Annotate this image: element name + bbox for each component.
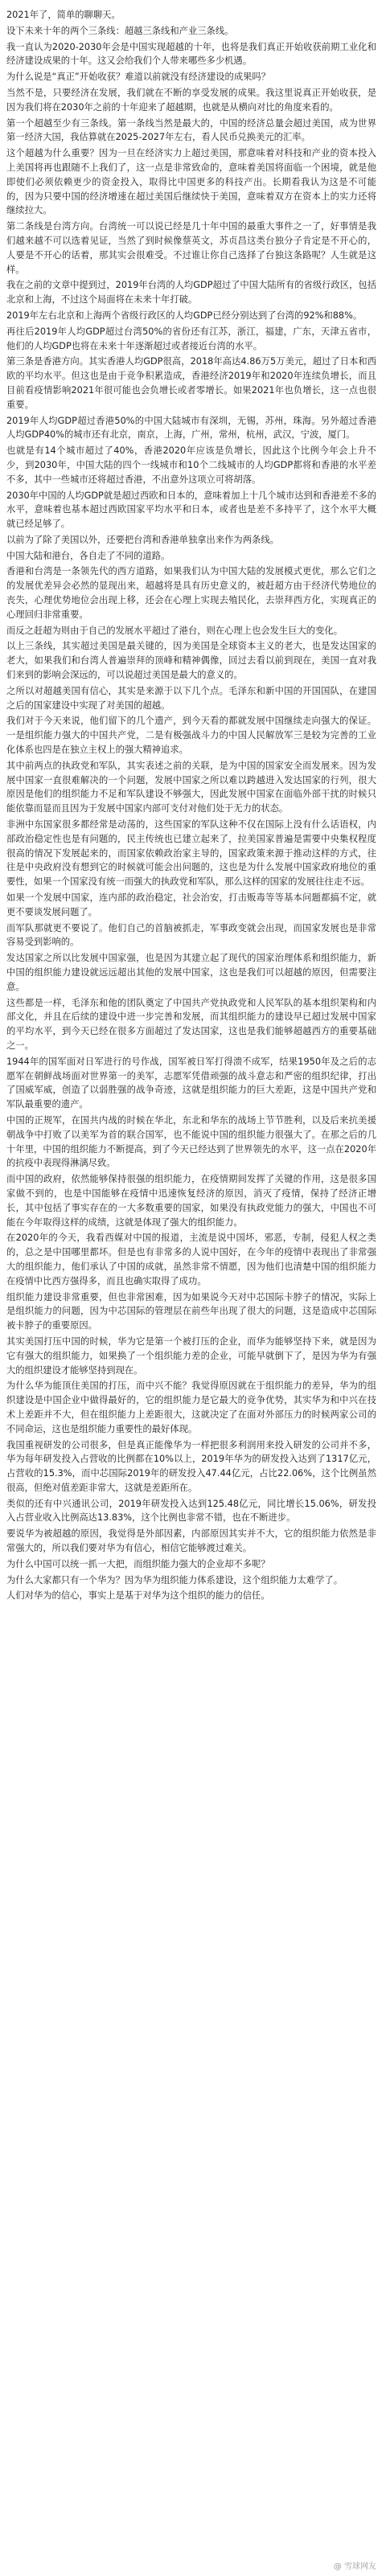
paragraph: 如果一个发展中国家，连内部的政治稳定，社会治安，打击贩毒等等基本问题都搞不定，就更不要谈发展问题了。 xyxy=(6,892,376,917)
paragraph: 我国重视研发的公司很多，但是真正能像华为一样把很多利润用来投入研发的公司并不多，华为每年研发投入占营收的比例都在10%以上，2019年华为的研发投入达到了1317亿元，占营收的15.3%，而中芯国际2019年的研发投入47.44亿元，占比22.06%，这个比例虽然很高，但绝对值差距非常大，这就是差距所在。 xyxy=(6,1439,376,1493)
paragraph: 类似的还有中兴通讯公司，2019年研发投入达到125.48亿元，同比增长15.06%，研发投入占营业收入比例高达13.83%，这个比例也非常不错，也在不断进步。 xyxy=(6,1498,376,1524)
paragraph: 发达国家之所以比发展中国家强，也是因为其建立起了现代的国家治理体系和组织能力，新中国的组织能力建设就远远超出其他的发展中国家，这也是我们可以超越的原因，但需要注意。 xyxy=(6,953,376,992)
paragraph: 为什么华为能顶住美国的打压，而中兴不能？我觉得原因就在于组织能力的差异，华为的组织建设是中国企业中做得最好的，它的组织能力是它最大的竞争优势，其实华为和中兴在技术上差距并不大，但在组织能力上差距很大，这就决定了在面对外部压力的时候两家公司的不同命运，这也是组织能力重要性的最好体现。 xyxy=(6,1380,376,1434)
paragraph: 非洲中东国家很多都经常是动荡的，这些国家的军队这种不仅在国际上没有什么话语权，内部政治稳定性也是有问题的，民主传统也已建立起来了，拉美国家普遍是需要中央集权程度很高的情况下发展起来的，而国家依赖政治家主导的，国家政策来源于推动这样的方式，往往是中央政府没有想到它的时候就可能会出问题的，这也是为什么发展中国家政府地位的重要性，如果一个国家没有统一而强大的执政党和军队，那么这样的国家的发展往往走不远。 xyxy=(6,819,376,888)
paragraph: 第二条线是台湾方向。台湾统一可以说已经是几十年中国的最重大事件之一了，好事情是我们越来越不可以选着见证，当然了到时候像蔡英文，苏贞昌这类台独分子肯定是不开心的，人要是不开心的话着，那其实会很难受。不过谁让你自己选择了台独这条路呢？人生就是这样。 xyxy=(6,221,376,275)
paragraph: 设下未来十年的两个三条线：超越三条线和产业三条线。 xyxy=(6,25,234,36)
paragraph: 当然不是，只要经济在发展，我们就在不断的享受发展的成果。我这里说真正开始收获，是因为我们将在2030年之前的十年迎来了超越期，也就是从横向对比的角度来看的。 xyxy=(6,87,376,113)
paragraph: 1944年的国军面对日军进行的号作战，国军被日军打得溃不成军，结果1950年及之后的志愿军在朝鲜战场面对世界第一的美军，志愿军凭借顽强的战斗意志和严密的组织纪律，打出了国威军威，创造了以弱胜强的战争奇迹，这就是组织能力的巨大差距，这是中国共产党和军队最重要的遗产。 xyxy=(6,1056,376,1110)
paragraph: 也就是有14个城市超过了40%，香港2020年应该是负增长，因此这个比例今年会上升不少，到2030年，中国大陆的四个一线城市和10个二线城市的人均GDP都将和香港的水平差不多，其中一些城市还将超过香港，不出意外这项立可将胡落。 xyxy=(6,445,376,485)
paragraph: 而军队那就更不要说了。他们自己的首脑被抓走，军事政变就会出现，而国家发展也是非常容易受到影响的。 xyxy=(6,922,376,948)
paragraph: 而反之赶超为则由于自己的发展水平超过了港台，则在心理上也会发生巨大的变化。 xyxy=(6,625,343,636)
watermark: @ 雪球网友 xyxy=(333,2562,376,2571)
paragraph: 这些都是一样，毛泽东和他的团队奠定了中国共产党执政党和人民军队的基本组织架构和内部文化，并且在后续的建设中进一步完善和发展，而其组织能力的建设早已超过发展中国家的平均水平，到今天已经在很多方面超过了发达国家，这也是我们能够超越西方的重要基础之一。 xyxy=(6,997,376,1051)
paragraph: 而中国的政府，依然能够保持很强的组织能力，在疫情期间发挥了关键的作用，这是很多国家做不到的，也是中国能够在疫情中迅速恢复经济的原因，消灭了疫情，保持了经济正增长，其中包括了事实存在的一大多数重要的国家，如果没有执政党能力的强大，中国也不可能在今年取得这样的成绩，这就是体现了强大的组织能力。 xyxy=(6,1174,376,1228)
paragraph: 以前为了除了美国以外，还要把台湾和香港单独拿出来作为两条线。 xyxy=(6,534,279,545)
paragraph: 我一直认为2020-2030年会是中国实现超越的十年，也将是我们真正开始收获前期工业化和经济建设成果的十年。这又会给我们个人带来哪些多少机遇。 xyxy=(6,41,376,67)
paragraph: 为什么大家都只有一个华为？因为华为组织能力体系建设，这个组织能力太难学了。 xyxy=(6,1574,343,1585)
paragraph: 2021年了，简单的聊聊天。 xyxy=(6,10,121,20)
paragraph: 为什么中国可以统一抓一大把，而组织能力强大的企业却不多呢？ xyxy=(6,1558,270,1569)
paragraph: 2019年人均GDP超过香港50%的中国大陆城市有深圳，无锡，苏州，珠海。另外超过香港人均GDP40%的城市还有北京，南京，上海，广州，常州，杭州，武汉，宁波，厦门。 xyxy=(6,415,376,441)
paragraph: 人们对华为的信心，事实上是基于对华为这个组织的能力的信任。 xyxy=(6,1590,270,1602)
paragraph: 在2020年的今天，我看西媒对中国的报道，主流是说中国坏，邪恶，专制，侵犯人权之类的，总之是中国哪里都坏。但是也有非常多的人说中国好，在今年的疫情中表现出了非常强大的组织能力，他们承认了中国的成就，虽然非常不情愿，因为他们也清楚中国的组织能力在疫情中比西方强得多，而且也确实取得了成功。 xyxy=(6,1233,376,1286)
paragraph: 以上三条线，其实超过美国是最关键的，因为美国是全球资本主义的老大，也是发达国家的老大，如果我们和台湾人普遍崇拜的顶峰和精神偶像，回过去看以前到现在，美国一直对我们来到的影响会深远的，可以说超过美国是最大的意义的。 xyxy=(6,641,376,681)
paragraph: 这个超越为什么重要？因为一旦在经济实力上超过美国，那意味着对科技和产业的资本投入上美国将再也跟随不上我们了，这一点是非常致命的，意味着美国将面临一个困境，就是他即使们必须依赖更少的资金投入，取得比中国更多的科技产出。长期看我认为这是不可能的，因为只要中国的经济增速在超过美国后继续快于美国，意味着双方在资本上的实力还将继续拉大。 xyxy=(6,148,376,216)
paragraph: 中国的正规军，在国共内战的时候在华北，东北和华东的战场上节节胜利，以及后来抗美援朝战争中打败了以美军为首的联合国军，也不能说中国的组织能力很强大了。在那之后的几十年里，中国的组织能力不断提高，到了今天已经达到了世界领先的水平，这一点在2020年的抗疫中表现得淋漓尽致。 xyxy=(6,1114,376,1169)
paragraph: 组织能力建设非常重要，但也非常困难，因为如果说今天对中芯国际卡脖子的情况，实际上是组织能力的问题，因为中芯国际的管理层在前些年出现了很大的问题，这是造成中芯国际被卡脖子的重要原因。 xyxy=(6,1291,376,1331)
paragraph: 我在之前的文章中提到过，2019年台湾的人均GDP超过了中国大陆所有的省级行政区，包括北京和上海，不过这个局面将在未来十年打破。 xyxy=(6,280,376,306)
paragraph: 我们对于今天来说，他们留下的几个遗产，到今天看的都就发展中国继续走向强大的保证。一是组织能力强大的中国共产党，二是有极强战斗力的中国人民解放军三是较为完善的工业化体系也四是在独立主权上的强大精神追求。 xyxy=(6,716,376,756)
paragraph: 为什么说是“真正”开始收获？难道以前就没有经济建设的成果吗？ xyxy=(6,72,271,83)
paragraph: 2030年中国的人均GDP就是超过西欧和日本的，意味着加上十几个城市达到和香港差不多的水平，意味着也基本超过西欧国家平均水平和日本，或者也是差不多持平了，这个水平大概就已经足够了。 xyxy=(6,490,376,530)
paragraph: 中国大陆和港台，各自走了不同的道路。 xyxy=(6,550,170,561)
paragraph: 再往后2019年人均GDP超过台湾50%的省份还有江苏，浙江，福建，广东，天津五省市，他们的人均GDP也将在未来十年逐渐超过或者接近台湾的水平。 xyxy=(6,326,376,351)
paragraph: 2019年左右北京和上海两个省级行政区的人均GDP已经分别达到了台湾的92%和88%。 xyxy=(6,310,363,321)
paragraph: 香港和台湾是一条领先代的西方道路，如果我们认为中国大陆的发展模式更优，那么它们之的发展优差异会必然的显现出来，超越将是具有历史意义的，被赶超方由于经济代势地位的丧失，心理优势地位会出现上移，还会在心理上实现去殖民化，去崇拜西方化，实现真正的心理回归非常重要。 xyxy=(6,566,376,620)
paragraph: 第三条是香港方向。其实香港人均GDP很高，2018年高达4.86万5万美元，超过了日本和西欧的平均水平。但这也是由于竞争积累造成，香港经济2019年和2020年连续负增长，而且目前看疫情影响2021年很可能也会负增长或者零增长。如果2021年也负增长，这一点也很重要。 xyxy=(6,356,376,410)
paragraph: 第一个超越至少有三条线。第一条线当然是最大的，中国的经济总量会超过美国，成为世界第一经济大国，我估算就在2025-2027年左右，看人民币兑换美元的汇率。 xyxy=(6,117,376,143)
paragraph: 要说华为被超越的原因，我觉得是外部因素，内部原因其实并不大，它的组织能力依然是非常强大的，所以我们要对华为有信心，相信它能够渡过难关。 xyxy=(6,1528,376,1554)
paragraph: 其中前两点的执政党和军队，其实表述之前的关联，是为中国的国家安全而发展来。因为发展中国家一直很难解决的一个问题，发展中国家之所以难以跨越进入发达国家的行列，很大原因是他们的组织能力不足和军队建设不够强大，因此发展中国家在面临外部干扰的时候只能依靠而显而且因为于发展中国家内部可支付对他们处于无力的状态。 xyxy=(6,760,376,814)
paragraph: 之所以对超越美国有信心，其实是来源于以下几个点。毛泽东和新中国的开国国队，在建国之后的国家建设中实现了对美国的超越。 xyxy=(6,685,376,711)
paragraph: 其实美国打压中国的时候，华为它是第一个被打压的企业，而华为能够坚持下来，就是因为它有强大的组织能力，如果换了一个组织能力差的企业，可能早就倒下了，是因为华为有强大的组织建设才能够坚持到现在。 xyxy=(6,1335,376,1376)
